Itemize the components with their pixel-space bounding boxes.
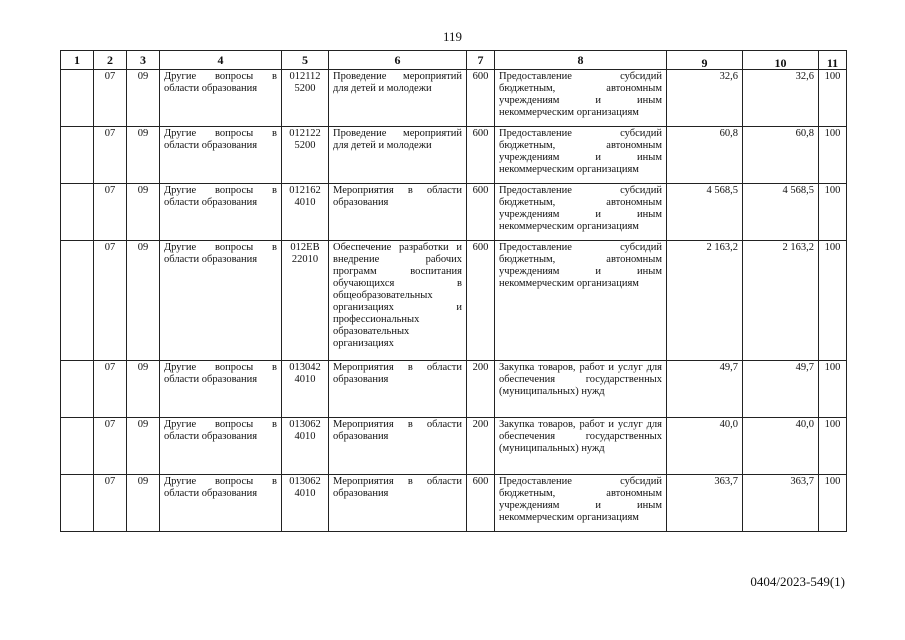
cell-section-name: Другие вопросы в области образования [160, 127, 282, 184]
cell-expense-name: Предоставление субсидий бюджетным, автономным учреждениям и иным некоммерческим организациям [495, 241, 667, 361]
cell-section-name: Другие вопросы в области образования [160, 475, 282, 532]
cell-percent: 100 [819, 475, 847, 532]
cell-section-name: Другие вопросы в области образования [160, 184, 282, 241]
cell-target-code: 013062 4010 [282, 418, 329, 475]
cell-section: 07 [94, 361, 127, 418]
cell-expense-type: 200 [467, 361, 495, 418]
cell-section-name: Другие вопросы в области образования [160, 241, 282, 361]
cell-planned: 32,6 [667, 70, 743, 127]
col-header-1: 1 [61, 51, 94, 70]
table-row [61, 184, 847, 241]
cell-percent: 100 [819, 241, 847, 361]
cell-planned: 40,0 [667, 418, 743, 475]
cell-c1 [61, 70, 94, 127]
cell-executed: 4 568,5 [743, 184, 819, 241]
cell-expense-name: Закупка товаров, работ и услуг для обеспечения государственных (муниципальных) нужд [495, 418, 667, 475]
cell-expense-type: 200 [467, 418, 495, 475]
cell-target-name: Мероприятия в области образования [329, 184, 467, 241]
table-row [61, 127, 847, 184]
col-header-2: 2 [94, 51, 127, 70]
cell-section: 07 [94, 241, 127, 361]
cell-section: 07 [94, 70, 127, 127]
cell-subsection: 09 [127, 70, 160, 127]
cell-planned: 60,8 [667, 127, 743, 184]
cell-expense-type: 600 [467, 70, 495, 127]
cell-expense-type: 600 [467, 241, 495, 361]
cell-section-name: Другие вопросы в области образования [160, 418, 282, 475]
cell-percent: 100 [819, 70, 847, 127]
cell-target-name: Мероприятия в области образования [329, 418, 467, 475]
cell-section: 07 [94, 184, 127, 241]
cell-section: 07 [94, 418, 127, 475]
cell-section: 07 [94, 127, 127, 184]
cell-planned: 363,7 [667, 475, 743, 532]
cell-planned: 2 163,2 [667, 241, 743, 361]
table-row [61, 418, 847, 475]
cell-c1 [61, 418, 94, 475]
cell-expense-type: 600 [467, 184, 495, 241]
cell-target-name: Проведение мероприятий для детей и молодежи [329, 127, 467, 184]
cell-executed: 40,0 [743, 418, 819, 475]
cell-expense-type: 600 [467, 475, 495, 532]
cell-expense-name: Предоставление субсидий бюджетным, автономным учреждениям и иным некоммерческим организациям [495, 70, 667, 127]
cell-percent: 100 [819, 184, 847, 241]
cell-target-code: 012EB 22010 [282, 241, 329, 361]
cell-executed: 363,7 [743, 475, 819, 532]
col-header-3: 3 [127, 51, 160, 70]
cell-percent: 100 [819, 418, 847, 475]
cell-target-name: Проведение мероприятий для детей и молодежи [329, 70, 467, 127]
col-header-7: 7 [467, 51, 495, 70]
cell-target-name: Мероприятия в области образования [329, 361, 467, 418]
cell-expense-name: Предоставление субсидий бюджетным, автономным учреждениям и иным некоммерческим организациям [495, 475, 667, 532]
cell-expense-name: Закупка товаров, работ и услуг для обеспечения государственных (муниципальных) нужд [495, 361, 667, 418]
cell-c1 [61, 475, 94, 532]
cell-target-code: 013042 4010 [282, 361, 329, 418]
col-header-6: 6 [329, 51, 467, 70]
col-header-9: 9 [667, 51, 743, 70]
cell-subsection: 09 [127, 184, 160, 241]
cell-target-name: Мероприятия в области образования [329, 475, 467, 532]
cell-c1 [61, 241, 94, 361]
cell-expense-type: 600 [467, 127, 495, 184]
cell-subsection: 09 [127, 361, 160, 418]
table-row [61, 70, 847, 127]
col-header-8: 8 [495, 51, 667, 70]
col-header-5: 5 [282, 51, 329, 70]
cell-c1 [61, 361, 94, 418]
cell-planned: 4 568,5 [667, 184, 743, 241]
table-row [61, 361, 847, 418]
cell-subsection: 09 [127, 475, 160, 532]
cell-planned: 49,7 [667, 361, 743, 418]
cell-percent: 100 [819, 127, 847, 184]
col-header-10: 10 [743, 51, 819, 70]
cell-section-name: Другие вопросы в области образования [160, 70, 282, 127]
col-header-11: 11 [819, 51, 847, 70]
col-header-4: 4 [160, 51, 282, 70]
cell-executed: 32,6 [743, 70, 819, 127]
cell-subsection: 09 [127, 418, 160, 475]
cell-target-code: 012112 5200 [282, 70, 329, 127]
table-row [61, 241, 847, 361]
cell-expense-name: Предоставление субсидий бюджетным, автономным учреждениям и иным некоммерческим организациям [495, 184, 667, 241]
cell-target-code: 012122 5200 [282, 127, 329, 184]
page-number: 119 [442, 29, 463, 44]
cell-target-code: 013062 4010 [282, 475, 329, 532]
table-row [61, 475, 847, 532]
cell-target-name: Обеспечение разработки и внедрение рабочих программ воспитания обучающихся в общеобразовательных организациях и профессиональных образовательных организациях [329, 241, 467, 361]
cell-subsection: 09 [127, 241, 160, 361]
document-code: 0404/2023-549(1) [750, 574, 845, 589]
cell-executed: 49,7 [743, 361, 819, 418]
cell-section-name: Другие вопросы в области образования [160, 361, 282, 418]
cell-percent: 100 [819, 361, 847, 418]
cell-executed: 60,8 [743, 127, 819, 184]
cell-subsection: 09 [127, 127, 160, 184]
budget-table [60, 50, 847, 532]
cell-executed: 2 163,2 [743, 241, 819, 361]
header-row [61, 51, 847, 70]
cell-c1 [61, 184, 94, 241]
cell-section: 07 [94, 475, 127, 532]
cell-target-code: 012162 4010 [282, 184, 329, 241]
cell-expense-name: Предоставление субсидий бюджетным, автономным учреждениям и иным некоммерческим организациям [495, 127, 667, 184]
cell-c1 [61, 127, 94, 184]
